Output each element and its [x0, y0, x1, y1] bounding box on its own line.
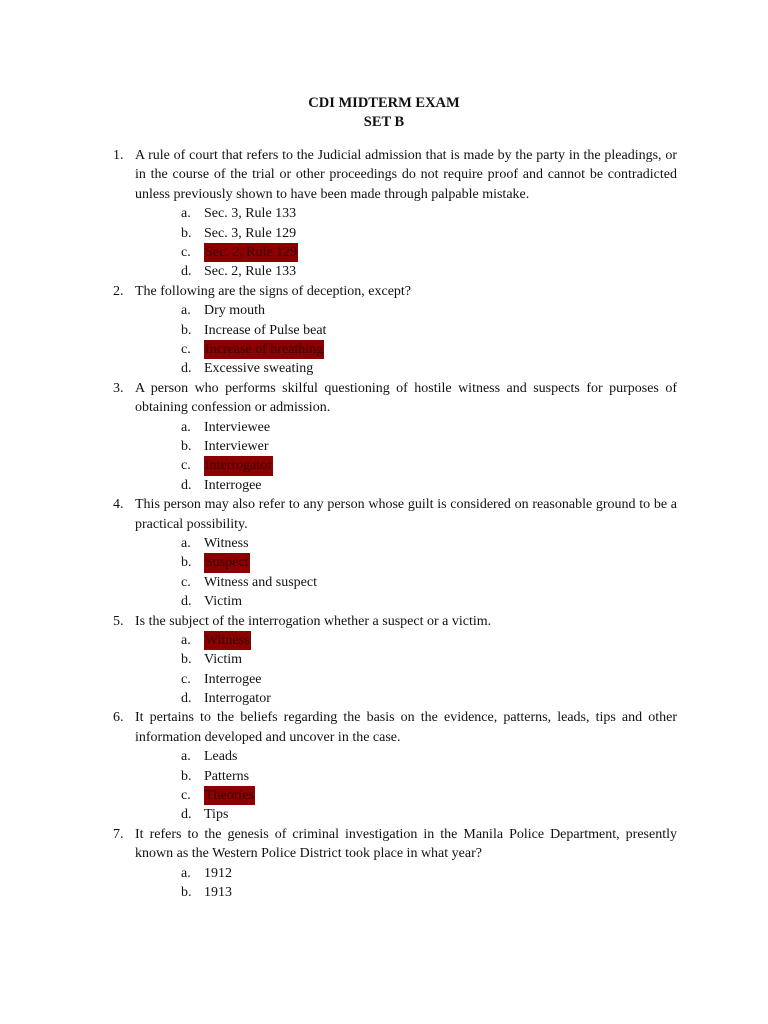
option-text: Interviewee [204, 419, 271, 435]
answer-option [0, 553, 768, 572]
answer-option [0, 534, 768, 553]
question-text: A rule of court that refers to the Judicial admission that is made by the party in the pleadings, or in the course of the trial or other proceedings do not require proof and cannot be contradicted unless previously shown to have been made through palpable mistake. [135, 148, 677, 202]
question-item [0, 379, 768, 495]
answer-option [0, 670, 768, 689]
option-text: Witness and suspect [204, 574, 317, 590]
answer-option [0, 321, 768, 340]
question-number: 7. [113, 826, 124, 842]
option-text: Witness [204, 535, 249, 551]
question-number: 1. [113, 148, 124, 163]
question-item [0, 612, 768, 709]
option-text: Dry mouth [204, 303, 266, 319]
option-letter: d. [181, 594, 192, 610]
option-text: 1913 [204, 885, 232, 901]
option-letter: a. [181, 419, 191, 435]
option-text: Tips [204, 807, 229, 823]
option-text: Victim [204, 652, 243, 668]
option-letter: c. [181, 671, 191, 687]
option-text: Sec. 3, Rule 129 [204, 225, 297, 241]
exam-set-label: SET B [363, 114, 405, 130]
option-letter: a. [181, 303, 191, 319]
option-letter: a. [181, 749, 191, 765]
answer-option [0, 418, 768, 437]
answer-option [0, 650, 768, 669]
question-item [0, 708, 768, 824]
answer-option [0, 631, 768, 650]
option-text: 1912 [204, 865, 232, 881]
option-text: Interrogee [204, 671, 262, 687]
question-item [0, 282, 768, 379]
answer-option [0, 456, 768, 475]
answer-option [0, 243, 768, 262]
option-text-highlighted: Sec. 2, Rule 129 [204, 243, 298, 262]
option-letter: b. [181, 885, 192, 901]
option-text-highlighted: Witness [204, 631, 251, 650]
answer-option [0, 262, 768, 281]
answer-option [0, 592, 768, 611]
question-list [0, 146, 768, 902]
option-letter: c. [181, 341, 191, 357]
option-letter: a. [181, 865, 191, 881]
question-text: Is the subject of the interrogation whether a suspect or a victim. [135, 613, 492, 629]
option-text: Sec. 2, Rule 133 [204, 264, 297, 280]
question-text: It pertains to the beliefs regarding the basis on the evidence, patterns, leads, tips and other information developed and uncover in the case. [135, 710, 677, 745]
option-letter: b. [181, 322, 192, 338]
answer-option [0, 767, 768, 786]
option-text-highlighted: Interrogator [204, 456, 273, 475]
option-text: Interrogee [204, 477, 262, 493]
exam-title: CDI MIDTERM EXAM [308, 95, 460, 111]
answer-option [0, 883, 768, 902]
question-number: 3. [113, 380, 124, 396]
option-text: Patterns [204, 768, 250, 784]
answer-option [0, 204, 768, 223]
option-text-highlighted: Increase of breathing [204, 340, 324, 359]
answer-option [0, 359, 768, 378]
answer-option [0, 437, 768, 456]
option-letter: b. [181, 555, 192, 571]
option-letter: d. [181, 691, 192, 707]
option-letter: c. [181, 245, 191, 260]
option-text: Increase of Pulse beat [204, 322, 327, 338]
option-letter: d. [181, 477, 192, 493]
answer-option [0, 476, 768, 495]
answer-option [0, 340, 768, 359]
question-text: This person may also refer to any person whose guilt is considered on reasonable ground to be a practical possibility. [135, 497, 677, 532]
option-text-highlighted: Theories [204, 786, 255, 805]
answer-option [0, 786, 768, 805]
option-letter: c. [181, 788, 191, 804]
answer-option [0, 573, 768, 592]
option-letter: d. [181, 807, 192, 823]
option-letter: c. [181, 458, 191, 474]
option-letter: d. [181, 264, 192, 280]
question-item [0, 146, 768, 282]
answer-option [0, 301, 768, 320]
answer-option [0, 224, 768, 243]
option-text: Excessive sweating [204, 361, 314, 377]
option-letter: b. [181, 438, 192, 454]
option-text: Interviewer [204, 438, 269, 454]
answer-option [0, 747, 768, 766]
question-number: 5. [113, 613, 124, 629]
option-letter: b. [181, 652, 192, 668]
answer-option [0, 805, 768, 824]
question-item [0, 495, 768, 611]
option-letter: c. [181, 574, 191, 590]
option-text: Leads [204, 749, 238, 765]
answer-option [0, 864, 768, 883]
question-number: 4. [113, 497, 124, 513]
option-text: Victim [204, 594, 243, 610]
option-text: Interrogator [204, 691, 271, 707]
question-number: 6. [113, 710, 124, 726]
question-text: It refers to the genesis of criminal investigation in the Manila Police Department, presently known as the Western Police District took place in what year? [135, 826, 677, 862]
option-letter: d. [181, 361, 192, 377]
question-number: 2. [113, 283, 124, 299]
option-letter: a. [181, 632, 191, 648]
option-letter: a. [181, 206, 191, 222]
option-letter: b. [181, 768, 192, 784]
option-text-highlighted: Suspect [204, 553, 250, 572]
option-letter: b. [181, 225, 192, 241]
question-text: The following are the signs of deception, except? [135, 283, 412, 299]
question-text: A person who performs skilful questioning of hostile witness and suspects for purposes of obtaining confession or admission. [135, 380, 677, 416]
option-letter: a. [181, 535, 191, 551]
answer-option [0, 689, 768, 708]
option-text: Sec. 3, Rule 133 [204, 206, 297, 222]
question-item [0, 825, 768, 903]
